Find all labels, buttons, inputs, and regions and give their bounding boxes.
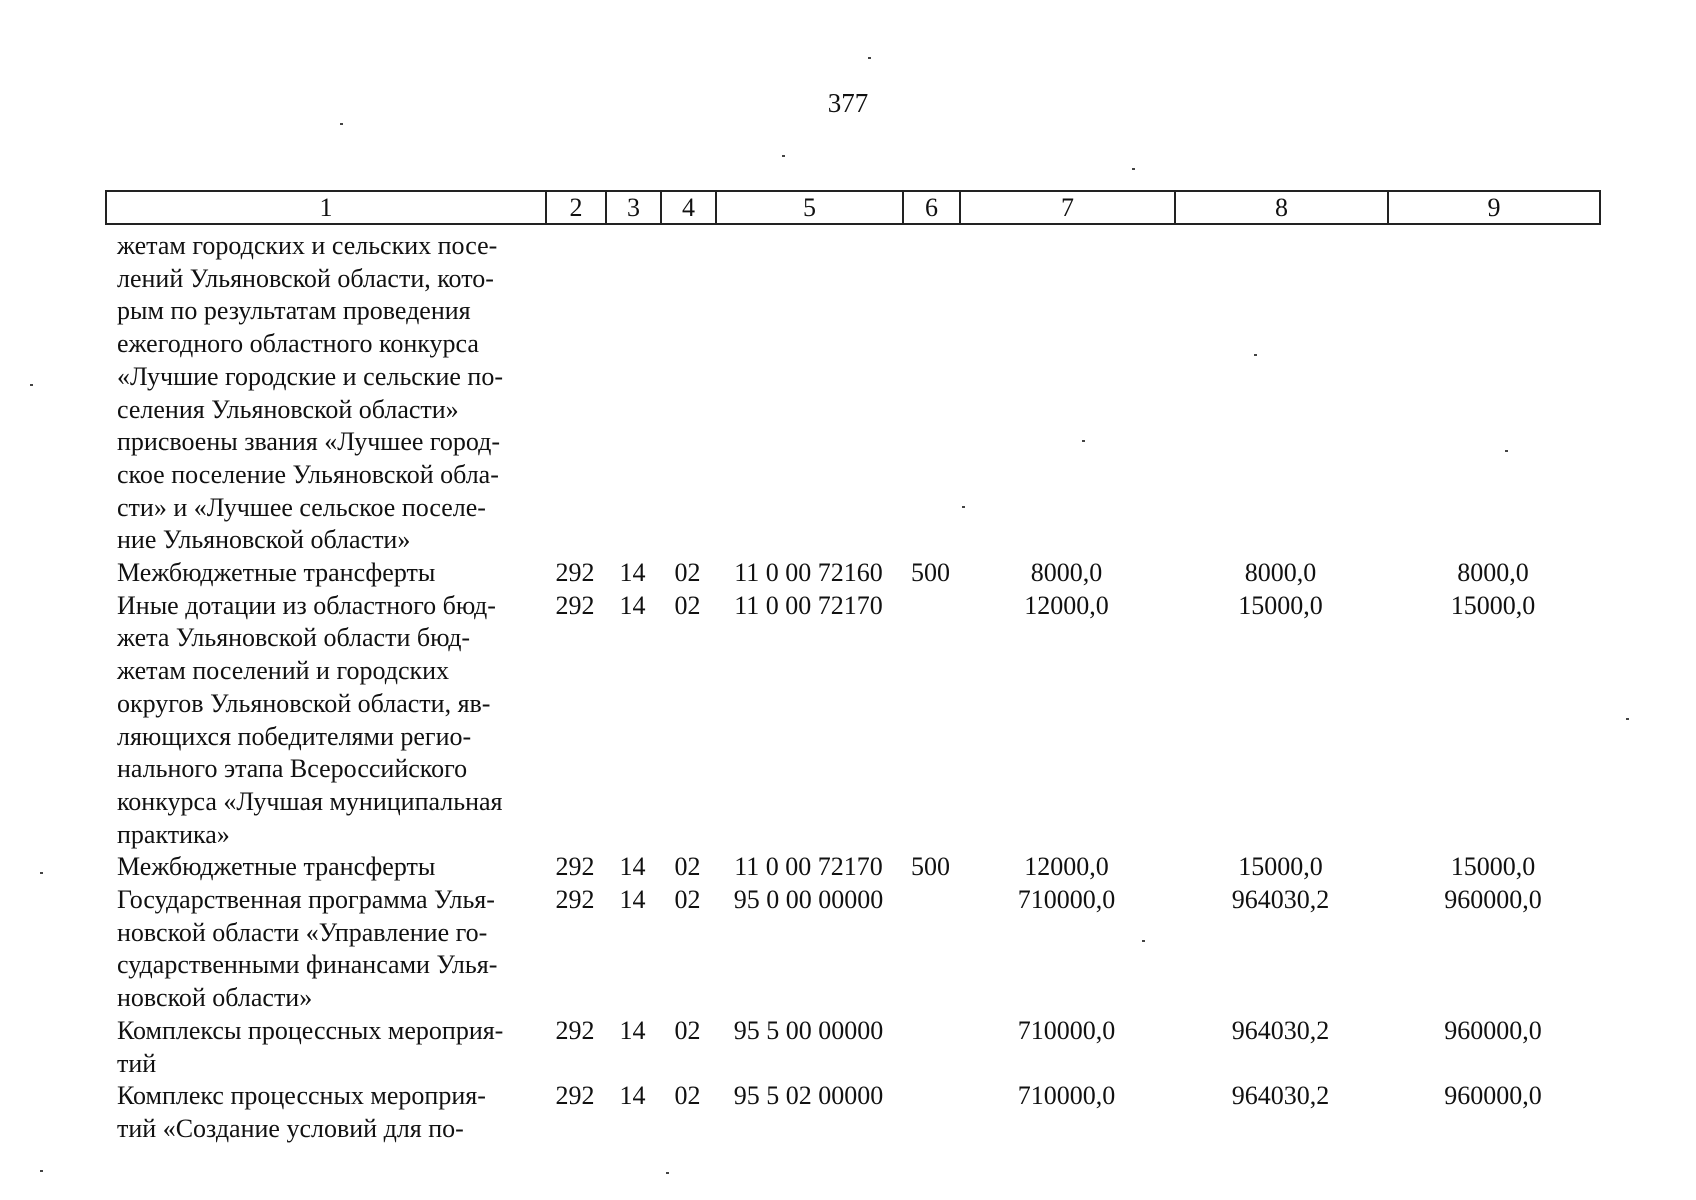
cell-subsection: 02 [674, 590, 701, 620]
cell-expense-type [902, 884, 959, 1015]
column-header-9: 9 [1388, 191, 1600, 224]
scan-speck [1082, 440, 1085, 442]
cell-expense-type [902, 1015, 959, 1080]
cell-amount-year3: 8000,0 [1457, 558, 1529, 588]
cell-section: 14 [619, 1081, 646, 1111]
cell-target-code: 95 5 02 00000 [733, 1081, 884, 1111]
column-header-1: 1 [106, 191, 546, 224]
cell-amount-year3: 960000,0 [1444, 885, 1542, 915]
cell-target-code: 11 0 00 72170 [734, 590, 883, 620]
column-header-7: 7 [960, 191, 1175, 224]
cell-subsection: 02 [674, 1081, 701, 1111]
column-header-3: 3 [606, 191, 661, 224]
cell-amount-year1: 12000,0 [1024, 852, 1109, 882]
cell-ministry: 292 [555, 1081, 595, 1111]
cell-expense-type [902, 590, 959, 852]
cell-section: 14 [619, 1015, 646, 1045]
scan-speck [1626, 718, 1629, 720]
row-description: Межбюджетные трансферты [117, 558, 436, 588]
column-number-header [105, 190, 1601, 225]
row-description: Комплексы процессных мероприя- тий [117, 1015, 504, 1078]
row-description: Иные дотации из областного бюд- жета Ульяновской области бюд- жетам поселений и городских округов Ульяновской области, яв- ляющихся победителями регио- нального этапа Всероссийского конкурса «Лучшая муниципальная практика» [117, 590, 503, 849]
column-header-2: 2 [546, 191, 606, 224]
cell-section: 14 [619, 558, 646, 588]
cell-expense-type [902, 230, 959, 557]
cell-amount-year1 [959, 230, 1174, 557]
cell-target-code: 11 0 00 72170 [734, 852, 883, 882]
cell-section [605, 230, 660, 557]
cell-subsection: 02 [674, 885, 701, 915]
cell-amount-year1: 710000,0 [1017, 885, 1116, 915]
cell-amount-year3: 15000,0 [1450, 852, 1536, 882]
cell-amount-year1: 710000,0 [1017, 1081, 1116, 1111]
scan-speck [666, 1172, 669, 1174]
cell-ministry: 292 [555, 885, 595, 915]
cell-ministry: 292 [555, 1015, 595, 1045]
cell-amount-year1: 710000,0 [1017, 1015, 1116, 1045]
row-description: Межбюджетные трансферты [117, 852, 436, 882]
cell-section: 14 [619, 852, 646, 882]
cell-amount-year3 [1387, 230, 1599, 557]
page-number: 377 [827, 88, 869, 118]
cell-ministry: 292 [555, 558, 595, 588]
cell-amount-year1: 12000,0 [1024, 590, 1109, 620]
cell-amount-year2: 964030,2 [1231, 1081, 1330, 1111]
cell-subsection: 02 [674, 1015, 701, 1045]
table-row [105, 590, 1599, 852]
scan-speck [340, 123, 343, 125]
cell-amount-year3: 960000,0 [1444, 1081, 1542, 1111]
cell-ministry: 292 [555, 590, 595, 620]
cell-section: 14 [619, 590, 646, 620]
table-row [105, 884, 1599, 1015]
scan-speck [40, 1170, 43, 1172]
cell-ministry: 292 [555, 852, 595, 882]
column-header-6: 6 [903, 191, 960, 224]
cell-target-code [715, 230, 902, 557]
table-row [105, 851, 1599, 884]
cell-expense-type: 500 [911, 558, 950, 588]
cell-amount-year2: 964030,2 [1231, 1015, 1330, 1045]
cell-target-code: 95 5 00 00000 [733, 1015, 884, 1045]
column-header-8: 8 [1175, 191, 1388, 224]
cell-target-code: 11 0 00 72160 [734, 558, 883, 588]
table-row [105, 557, 1599, 590]
cell-amount-year2 [1174, 230, 1387, 557]
cell-amount-year2: 15000,0 [1238, 590, 1323, 620]
cell-subsection [660, 230, 715, 557]
row-description: Государственная программа Улья- новской области «Управление го- сударственными финансами Улья- новской области» [117, 885, 498, 1013]
scan-speck [1505, 450, 1508, 452]
budget-table-body [105, 230, 1599, 1146]
cell-amount-year2: 8000,0 [1244, 558, 1317, 588]
table-row [105, 230, 1599, 557]
cell-subsection: 02 [674, 852, 701, 882]
scan-speck [30, 384, 33, 386]
scan-speck [1142, 940, 1145, 942]
scan-speck [782, 155, 785, 157]
scan-speck [1254, 354, 1257, 356]
cell-expense-type: 500 [911, 852, 950, 882]
table-row [105, 1080, 1599, 1145]
cell-amount-year2: 964030,2 [1231, 885, 1330, 915]
scan-speck [868, 57, 871, 59]
row-description: Комплекс процессных мероприя- тий «Создание условий для по- [117, 1081, 486, 1143]
column-header-4: 4 [661, 191, 716, 224]
cell-ministry [545, 230, 605, 557]
scan-speck [40, 872, 43, 874]
cell-subsection: 02 [674, 558, 701, 588]
column-header-5: 5 [716, 191, 903, 224]
cell-amount-year2: 15000,0 [1238, 852, 1323, 882]
cell-amount-year3: 960000,0 [1444, 1015, 1542, 1045]
scan-speck [962, 506, 965, 508]
cell-expense-type [902, 1080, 959, 1145]
scan-speck [1132, 168, 1135, 170]
cell-amount-year1: 8000,0 [1030, 558, 1103, 588]
cell-target-code: 95 0 00 00000 [733, 885, 884, 915]
row-description: жетам городских и сельских посе- лений Ульяновской области, кото- рым по результатам проведения ежегодного областного конкурса «Лучшие городские и сельские по- селения Ульяновской области» присвоены звания «Лучшее город- ское поселение Ульяновской обла- сти» и «Лучшее сельское поселе- ние Ульяновской области» [117, 231, 504, 555]
cell-section: 14 [619, 885, 646, 915]
table-row [105, 1015, 1599, 1080]
cell-amount-year3: 15000,0 [1450, 590, 1536, 620]
